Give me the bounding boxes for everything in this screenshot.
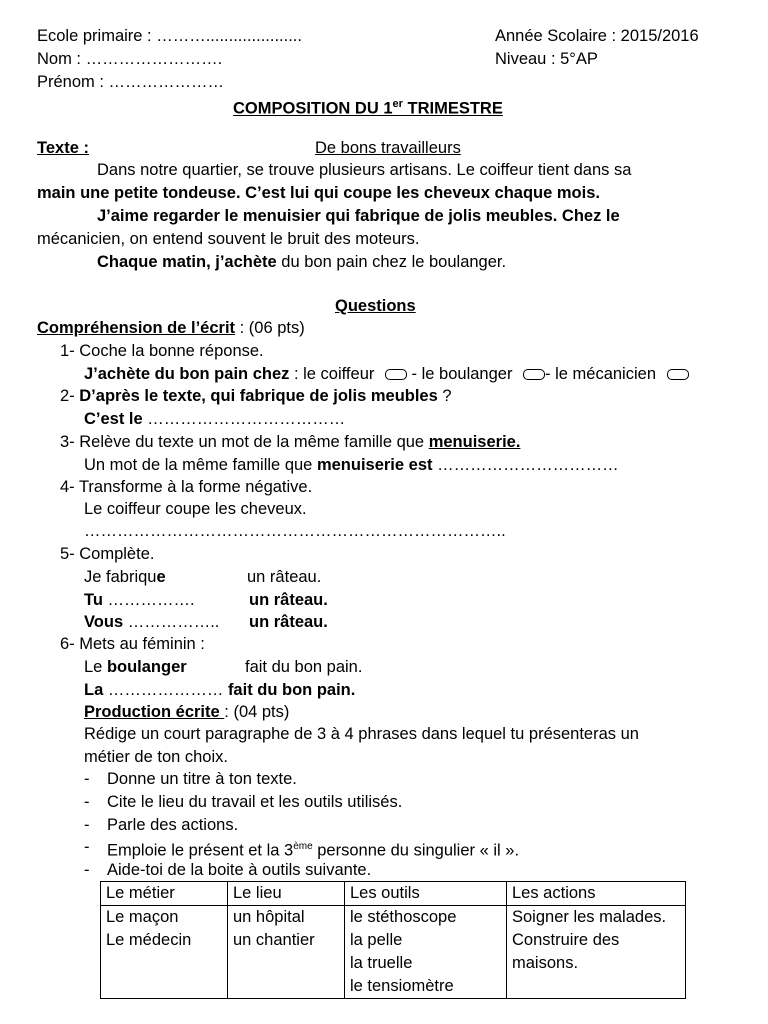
question-1-options (84, 364, 689, 384)
q3-answer-text: Un mot de la même famille que (84, 456, 317, 474)
q3-text: 3- Relève du texte un mot de la même famille que (60, 433, 429, 451)
bullet-dash: - (84, 816, 90, 834)
outils-item: la truelle (350, 954, 413, 972)
cell-actions (507, 906, 686, 999)
school-year: Année Scolaire : 2015/2016 (495, 27, 699, 45)
q1-option-mecanicien: - le mécanicien (545, 365, 661, 383)
question-6: 6- Mets au féminin : (60, 635, 205, 653)
q6-le: Le (84, 658, 107, 676)
q1-prompt: J’achète du bon pain chez (84, 365, 290, 383)
q5-line-1-right: un râteau. (247, 568, 322, 586)
q5-line-2-left (84, 590, 195, 610)
texte-line-5-bold: Chaque matin, j’achète (97, 253, 277, 271)
bullet-dash: - (84, 838, 90, 856)
q6-dots: ………………… (103, 681, 228, 699)
lieu-item: un hôpital (233, 908, 305, 926)
comprehension-label: Compréhension de l’écrit (37, 319, 236, 337)
q5-vous-dots: …………….. (123, 613, 220, 631)
metier-item: Le maçon (106, 908, 179, 926)
question-2-answer (84, 409, 345, 429)
bullet-1: Donne un titre à ton texte. (107, 770, 297, 788)
question-3 (60, 432, 520, 452)
bullet-2: Cite le lieu du travail et les outils utilisés. (107, 793, 403, 811)
q2-answer-prefix: C’est le (84, 410, 143, 428)
q2-number: 2- (60, 387, 80, 405)
question-5: 5- Complète. (60, 545, 155, 563)
title-sup: er (392, 98, 403, 110)
production-heading (84, 702, 289, 722)
q2-text: D’après le texte, qui fabrique de jolis meubles (79, 387, 438, 405)
table-header-metier: Le métier (101, 882, 228, 906)
level-field: Niveau : 5°AP (495, 50, 598, 68)
q6-la: La (84, 681, 104, 699)
question-4-answer-line: ………………………………………………………………….. (84, 522, 506, 540)
q5-line-3-left (84, 612, 219, 632)
texte-line-3: J’aime regarder le menuisier qui fabrique de jolis meubles. Chez le (97, 207, 620, 225)
bullet-3: Parle des actions. (107, 816, 239, 834)
q5-je: Je fabriqu (84, 568, 157, 586)
production-label: Production écrite (84, 703, 225, 721)
outils-item: le stéthoscope (350, 908, 457, 926)
q5-line-2-right: un râteau. (249, 591, 328, 609)
table-header-outils: Les outils (345, 882, 507, 906)
q1-option-coiffeur: : le coiffeur (289, 365, 379, 383)
question-3-answer (84, 455, 619, 475)
q5-line-3-right: un râteau. (249, 613, 328, 631)
outils-item: le tensiomètre (350, 977, 454, 995)
texte-heading: De bons travailleurs (315, 139, 461, 157)
q3-word: menuiserie. (428, 433, 521, 451)
q5-je-ending: e (156, 568, 166, 586)
firstname-field: Prénom : ………………… (37, 73, 225, 91)
table-header-actions: Les actions (507, 882, 686, 906)
comprehension-heading (37, 318, 305, 338)
comprehension-points: : (06 pts) (235, 319, 305, 337)
bullet-dash: - (84, 793, 90, 811)
bullet-4 (107, 837, 519, 861)
metier-item: Le médecin (106, 931, 192, 949)
q1-option-boulanger: - le boulanger (406, 365, 518, 383)
production-points: : (04 pts) (224, 703, 290, 721)
table-header-lieu: Le lieu (228, 882, 345, 906)
q5-tu-dots: ……………. (102, 591, 195, 609)
cell-lieu (228, 906, 345, 999)
question-4-sentence: Le coiffeur coupe les cheveux. (84, 500, 307, 518)
question-4: 4- Transforme à la forme négative. (60, 478, 313, 496)
outils-item: la pelle (350, 931, 403, 949)
actions-item: Soigner les malades. (512, 908, 667, 926)
production-line-2: métier de ton choix. (84, 748, 228, 766)
q6-rest: fait du bon pain. (227, 681, 356, 699)
q5-line-1-left (84, 567, 166, 587)
table-row (101, 906, 686, 999)
lieu-item: un chantier (233, 931, 315, 949)
page-title (233, 94, 503, 119)
texte-line-4: mécanicien, on entend souvent le bruit des moteurs. (37, 230, 420, 248)
texte-label: Texte : (37, 139, 89, 157)
school-field: Ecole primaire : ………..................... (37, 27, 302, 45)
checkbox-boulanger[interactable] (523, 369, 545, 380)
question-2 (60, 386, 452, 406)
checkbox-mecanicien[interactable] (667, 369, 689, 380)
q3-answer-bold: menuiserie est (316, 456, 433, 474)
texte-line-1: Dans notre quartier, se trouve plusieurs artisans. Le coiffeur tient dans sa (97, 161, 632, 179)
q5-tu: Tu (84, 591, 103, 609)
actions-item: maisons. (512, 954, 579, 972)
tools-table (100, 881, 686, 999)
q6-boulanger: boulanger (106, 658, 187, 676)
bullet-4-rest: personne du singulier « il ». (312, 841, 520, 860)
bullet-dash: - (84, 861, 90, 879)
q5-vous: Vous (84, 613, 124, 631)
name-field: Nom : ……………………. (37, 50, 223, 68)
q6-line-1-left (84, 657, 187, 677)
title-rest: TRIMESTRE (402, 99, 503, 118)
texte-line-5-rest: du bon pain chez le boulanger. (276, 253, 507, 271)
bullet-4-sup: ème (293, 841, 313, 852)
title-main: COMPOSITION DU 1 (233, 99, 393, 118)
q3-answer-dots: …………………………… (432, 456, 619, 474)
question-1: 1- Coche la bonne réponse. (60, 342, 264, 360)
q2-mark: ? (437, 387, 452, 405)
cell-metier (101, 906, 228, 999)
table-header-row (101, 882, 686, 906)
bullet-5: Aide-toi de la boite à outils suivante. (107, 861, 372, 879)
q6-line-1-right: fait du bon pain. (245, 658, 363, 676)
texte-line-2: main une petite tondeuse. C’est lui qui coupe les cheveux chaque mois. (37, 184, 600, 202)
q2-answer-dots: ……………………………… (142, 410, 346, 428)
questions-heading: Questions (335, 297, 416, 315)
q6-line-2 (84, 680, 355, 700)
checkbox-coiffeur[interactable] (385, 369, 407, 380)
bullet-dash: - (84, 770, 90, 788)
production-line-1: Rédige un court paragraphe de 3 à 4 phrases dans lequel tu présenteras un (84, 725, 639, 743)
bullet-4-text: Emploie le présent et la 3 (107, 841, 294, 860)
texte-line-5 (97, 252, 506, 272)
actions-item: Construire des (512, 931, 620, 949)
cell-outils (345, 906, 507, 999)
